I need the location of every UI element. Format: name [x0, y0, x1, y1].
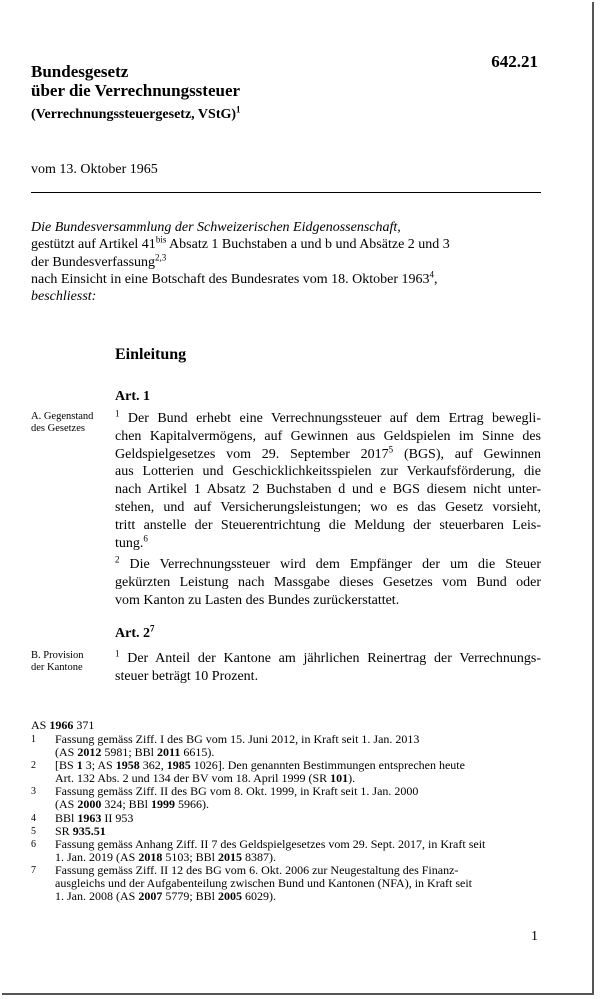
footnote-ref-7[interactable]: 7	[150, 623, 155, 634]
footnote-ref-1[interactable]: 1	[236, 104, 241, 115]
footnote-ref-6[interactable]: 6	[143, 533, 148, 544]
footnote-2: 2 [BS 1 3; AS 1958 362, 1985 1026]. Den genannten Bestimmungen entsprechen heute Art. 132 Abs. 2 und 134 der BV vom 18. April 1999 (SR 101).	[31, 758, 465, 786]
preamble	[31, 219, 541, 305]
footnote-5: 5 SR 935.51	[31, 823, 106, 838]
page-number: 1	[531, 929, 538, 944]
preamble-resolves: beschliesst:	[31, 289, 97, 305]
footnotes	[31, 733, 546, 903]
article-2-paragraph-1: $^1$ Der Anteil der Kantone am jährlichen Reinertrag der Verrechnungs- steuer beträgt 10 Prozent.	[115, 648, 541, 684]
header-divider	[31, 192, 541, 193]
footnote-ref-4[interactable]: 4	[429, 269, 435, 280]
footnote-ref-2-3[interactable]: 2,3	[155, 252, 167, 263]
footnote-ref-5[interactable]: 5	[388, 444, 394, 455]
footnote-6: 6 Fassung gemäss Anhang Ziff. II 7 des Geldspielgesetzes vom 29. Sept. 2017, in Kraft seit 1. Jan. 2019 (AS 2018 5103; BBl 2015 8387).	[31, 836, 486, 864]
short-title-text: (Verrechnungssteuergesetz, VStG)	[31, 107, 237, 122]
official-collection-reference: AS 1966 371	[31, 718, 95, 732]
law-title-line-2: über die Verrechnungssteuer	[31, 81, 241, 100]
preamble-authority: Die Bundesversammlung der Schweizerischen Eidgenossenschaft,	[31, 220, 401, 235]
preamble-basis-line-2: der Bundesverfassung$^{2,3}$	[31, 252, 167, 270]
article-2-margin-note: B. Provision der Kantone	[31, 650, 84, 673]
footnote-1: 1 Fassung gemäss Ziff. I des BG vom 15. Juni 2012, in Kraft seit 1. Jan. 2013 (AS 2012 5981; BBl 2011 6615).	[31, 732, 420, 760]
article-1-title: Art. 1	[115, 389, 150, 404]
article-1-paragraph-2: $^2$ Die Verrechnungssteuer wird dem Empfänger der um die Steuer gekürzten Leistung nach Massgabe dieses Gesetzes vom Bund oder vom Kanton zu Lasten des Bundes zurückerstattet.	[115, 554, 541, 608]
enactment-date: vom 13. Oktober 1965	[31, 162, 158, 177]
footnote-7: 7 Fassung gemäss Ziff. II 12 des BG vom 6. Okt. 2006 zur Neugestaltung des Finanz- ausgleichs und der Aufgabenteilung zwischen Bund und Kantonen (NFA), in Kraft seit 1. Jan. 2008 (AS 2007 5779; BBl 2005 6029).	[31, 862, 473, 904]
law-short-title	[31, 104, 241, 123]
section-heading: Einleitung	[115, 346, 187, 363]
preamble-message: nach Einsicht in eine Botschaft des Bundesrates vom 18. Oktober 1963$^4$,	[31, 269, 438, 287]
article-1-paragraph-1: $^1$ Der Bund erhebt eine Verrechnungssteuer auf dem Ertrag bewegli- chen Kapitalvermögens, auf Gewinnen aus Geldspielen im Sinne des Geldspielgesetzes vom 29. September 2017$^5$ (BGS), auf Gewinnen aus Lotterien und Geschicklichkeitsspielen zur Verkaufsförderung, die nach Artikel 1 Absatz 2 Buchstaben d und e BGS diesem nicht unter- stehen, und auf Versicherungsleistungen; wo es das Gesetz vorsieht, tritt anstelle der Steuerentrichtung die Meldung der steuerbaren Leis- tung.$^6$	[115, 408, 541, 551]
article-1-margin-note: A. Gegenstand des Gesetzes	[31, 411, 94, 434]
footnote-3: 3 Fassung gemäss Ziff. II des BG vom 8. Okt. 1999, in Kraft seit 1. Jan. 2000 (AS 2000 324; BBl 1999 5966).	[31, 784, 419, 812]
article-2-title: Art. $2^7$	[115, 623, 155, 641]
footnote-4: 4 BBl 1963 II 953	[31, 810, 134, 825]
preamble-basis-line-1: gestützt auf Artikel $41^{bis}$ Absatz 1 Buchstaben a und b und Absätze 2 und 3	[31, 234, 450, 253]
law-title	[31, 62, 240, 100]
sr-number: 642.21	[491, 52, 538, 71]
law-title-line-1: Bundesgesetz	[31, 62, 129, 81]
